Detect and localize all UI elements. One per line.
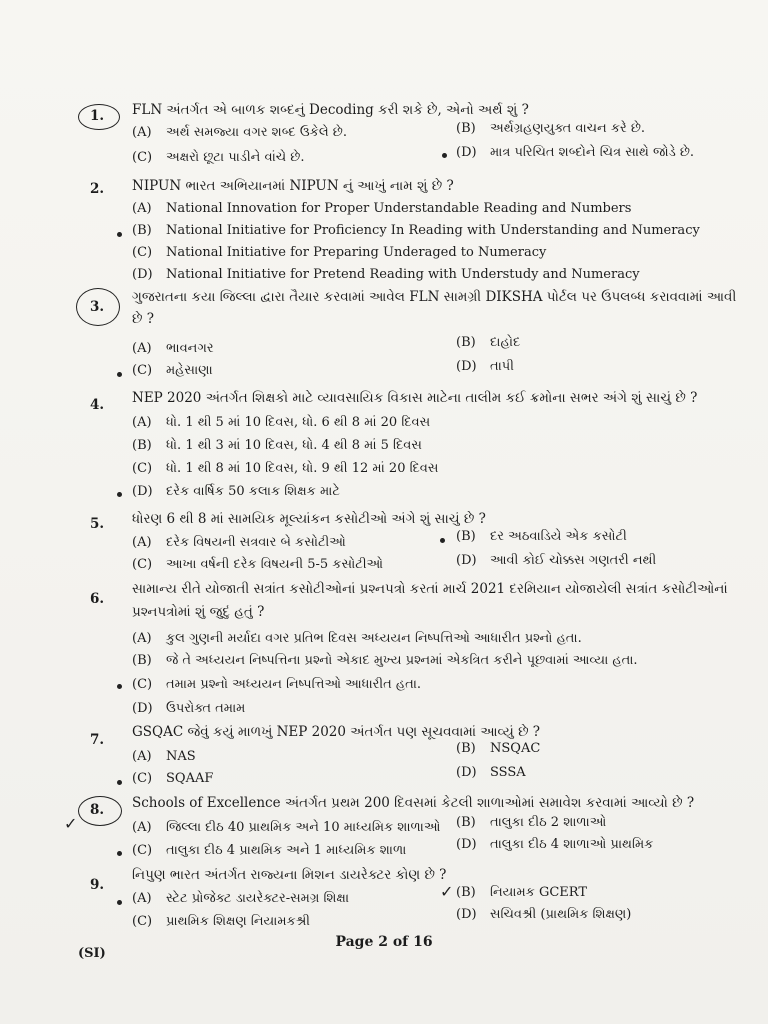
option-a xyxy=(132,819,440,837)
option-text: આખા વર્ષની દરેક વિષયની 5-5 કસોટીઓ xyxy=(166,557,384,572)
option-label: (C) xyxy=(132,771,153,786)
option-label: (A) xyxy=(132,891,152,906)
question-text-continued: પ્રશ્નપત્રોમાં શું જુદું હતું ? xyxy=(132,604,265,620)
option-d xyxy=(456,906,631,924)
question-text: સામાન્ય રીતે યોજાતી સત્રાંત કસોટીઓનાં પ્રશ્નપત્રો કરતાં માર્ચ 2021 દરમિયાન યોજાયેલી સત્રાંત કસોટીઓનાં xyxy=(132,581,728,597)
answer-dot-mark xyxy=(440,538,445,543)
option-text: દર અઠવાડિયે એક કસોટી xyxy=(490,529,627,544)
option-label: (D) xyxy=(456,907,477,922)
option-d xyxy=(132,266,640,284)
option-text: National Innovation for Proper Understandable Reading and Numbers xyxy=(166,201,632,216)
question-number: 8. xyxy=(90,802,105,818)
option-text: માત્ર પરિચિત શબ્દોને ચિત્ર સાથે જોડે છે. xyxy=(490,145,695,160)
option-label: (D) xyxy=(132,484,153,499)
paper-code: (SI) xyxy=(78,946,106,961)
question-number: 5. xyxy=(90,516,105,532)
answer-dot-mark xyxy=(117,232,122,237)
option-label: (B) xyxy=(456,529,476,544)
option-c xyxy=(132,556,383,574)
option-a xyxy=(132,630,582,648)
option-c xyxy=(132,362,213,380)
question-number: 3. xyxy=(90,299,105,315)
option-a xyxy=(132,748,196,766)
option-text: દરેક વાર્ષિક 50 કલાક શિક્ષક માટે xyxy=(166,484,340,499)
option-label: (C) xyxy=(132,557,153,572)
answer-dot-mark xyxy=(442,153,447,158)
question-number: 6. xyxy=(90,591,105,607)
option-b xyxy=(456,334,520,352)
option-text: ધો. 1 થી 8 માં 10 દિવસ, ધો. 9 થી 12 માં 20 દિવસ xyxy=(166,461,439,476)
option-label: (D) xyxy=(132,701,153,716)
question-text: Schools of Excellence અંતર્ગત પ્રથમ 200 દિવસમાં કેટલી શાળાઓમાં સમાવેશ કરવામાં આવ્યો છે ? xyxy=(132,795,695,811)
question-text: ધોરણ 6 થી 8 માં સામયિક મૂલ્યાંકન કસોટીઓ અંગે શું સાચું છે ? xyxy=(132,511,486,527)
option-text: ભાવનગર xyxy=(166,341,214,356)
option-text: અર્થગ્રહણયુક્ત વાચન કરે છે. xyxy=(490,121,646,136)
option-label: (B) xyxy=(456,741,476,756)
option-label: (C) xyxy=(132,677,153,692)
option-text: જે તે અધ્યયન નિષ્પત્તિના પ્રશ્નો એકાદ મુખ્ય પ્રશ્નમાં એકત્રિત કરીને પૂછવામાં આવ્યા હતા. xyxy=(166,653,638,668)
option-label: (D) xyxy=(132,267,153,282)
option-label: (C) xyxy=(132,245,153,260)
option-text: સ્ટેટ પ્રોજેક્ટ ડાયરેક્ટર-સમગ્ર શિક્ષા xyxy=(166,891,350,906)
option-text: અક્ષરો છૂટા પાડીને વાંચે છે. xyxy=(166,150,305,165)
answer-dot-mark xyxy=(117,492,122,497)
question-number: 7. xyxy=(90,732,105,748)
option-text: National Initiative for Pretend Reading with Understudy and Numeracy xyxy=(166,267,640,282)
option-text: કુલ ગુણની મર્યાદા વગર પ્રતિભ દિવસ અધ્યયન નિષ્પત્તિઓ આધારીત પ્રશ્નો હતા. xyxy=(166,631,582,646)
option-text: NAS xyxy=(166,749,196,764)
check-mark: ✓ xyxy=(440,882,454,901)
option-text: SSSA xyxy=(490,765,526,780)
option-d xyxy=(456,358,514,376)
option-b xyxy=(456,814,606,832)
option-label: (D) xyxy=(456,553,477,568)
page-number: Page 2 of 16 xyxy=(335,934,433,950)
option-b xyxy=(132,222,700,240)
option-text: SQAAF xyxy=(166,771,214,786)
answer-dot-mark xyxy=(117,900,122,905)
question-number: 4. xyxy=(90,397,105,413)
option-b xyxy=(456,884,587,902)
option-text: મહેસાણા xyxy=(166,363,213,378)
option-a xyxy=(132,124,347,142)
option-d xyxy=(456,836,653,854)
option-label: (A) xyxy=(132,820,152,835)
option-b xyxy=(132,652,638,670)
option-a xyxy=(132,414,430,432)
option-c xyxy=(132,149,304,167)
option-label: (C) xyxy=(132,843,153,858)
answer-dot-mark xyxy=(117,780,122,785)
option-c xyxy=(132,770,213,788)
option-text: તાલુકા દીઠ 4 પ્રાથમિક અને 1 માધ્યમિક શાળા xyxy=(166,843,407,858)
option-label: (A) xyxy=(132,631,152,646)
option-b xyxy=(456,120,645,138)
check-mark: ✓ xyxy=(64,814,78,833)
option-text: દરેક વિષયની સત્રવાર બે કસોટીઓ xyxy=(166,535,346,550)
option-label: (C) xyxy=(132,461,153,476)
option-label: (D) xyxy=(456,359,477,374)
option-label: (B) xyxy=(132,223,152,238)
question-number: 9. xyxy=(90,877,105,893)
question-text: GSQAC જેવું કયું માળખું NEP 2020 અંતર્ગત પણ સૂચવવામાં આવ્યું છે ? xyxy=(132,724,541,740)
option-c xyxy=(132,676,421,694)
option-c xyxy=(132,244,546,262)
option-b xyxy=(132,437,422,455)
option-d xyxy=(132,700,245,718)
option-a xyxy=(132,340,214,358)
option-a xyxy=(132,534,346,552)
option-text: જિલ્લા દીઠ 40 પ્રાથમિક અને 10 માધ્યમિક શાળાઓ xyxy=(166,820,441,835)
option-label: (B) xyxy=(456,815,476,830)
option-c xyxy=(132,913,310,931)
option-label: (B) xyxy=(132,438,152,453)
option-text: અર્થ સમજ્યા વગર શબ્દ ઉકેલે છે. xyxy=(166,125,347,140)
option-text: ઉપરોક્ત તમામ xyxy=(166,701,246,716)
option-text: તમામ પ્રશ્નો અધ્યયન નિષ્પત્તિઓ આધારીત હતા. xyxy=(166,677,422,692)
option-text: ધો. 1 થી 3 માં 10 દિવસ, ધો. 4 થી 8 માં 5 દિવસ xyxy=(166,438,422,453)
option-c xyxy=(132,842,406,860)
option-label: (C) xyxy=(132,363,153,378)
option-label: (A) xyxy=(132,749,152,764)
answer-dot-mark xyxy=(117,372,122,377)
option-text: સચિવશ્રી (પ્રાથમિક શિક્ષણ) xyxy=(490,907,632,922)
option-label: (B) xyxy=(456,885,476,900)
option-text: National Initiative for Proficiency In Reading with Understanding and Numeracy xyxy=(166,223,700,238)
option-text: National Initiative for Preparing Underaged to Numeracy xyxy=(166,245,547,260)
option-text: નિયામક GCERT xyxy=(490,885,587,900)
option-label: (D) xyxy=(456,765,477,780)
option-label: (D) xyxy=(456,145,477,160)
option-label: (A) xyxy=(132,125,152,140)
option-text: પ્રાથમિક શિક્ષણ નિયામકશ્રી xyxy=(166,914,311,929)
question-text-continued: છે ? xyxy=(132,311,154,327)
option-label: (B) xyxy=(132,653,152,668)
option-label: (D) xyxy=(456,837,477,852)
option-d xyxy=(456,764,526,782)
answer-dot-mark xyxy=(117,684,122,689)
option-label: (A) xyxy=(132,535,152,550)
option-c xyxy=(132,460,438,478)
option-b xyxy=(456,740,540,758)
option-label: (A) xyxy=(132,415,152,430)
question-text: નિપુણ ભારત અંતર્ગત રાજ્યના મિશન ડાયરેક્ટર કોણ છે ? xyxy=(132,867,447,883)
option-text: તાપી xyxy=(490,359,514,374)
option-d xyxy=(456,552,656,570)
question-text: ગુજરાતના કયા જિલ્લા દ્વારા તૈયાર કરવામાં આવેલ FLN સામગ્રી DIKSHA પોર્ટલ પર ઉપલબ્ધ કરાવવામાં આવી xyxy=(132,289,737,305)
option-label: (A) xyxy=(132,341,152,356)
option-text: આવી કોઈ ચોક્કસ ગણતરી નથી xyxy=(490,553,657,568)
question-text: FLN અંતર્ગત એ બાળક શબ્દનું Decoding કરી શકે છે, એનો અર્થ શું ? xyxy=(132,102,529,118)
question-number: 2. xyxy=(90,181,105,197)
option-text: તાલુકા દીઠ 4 શાળાઓ પ્રાથમિક xyxy=(490,837,654,852)
option-label: (B) xyxy=(456,335,476,350)
option-d xyxy=(456,144,694,162)
option-text: ધો. 1 થી 5 માં 10 દિવસ, ધો. 6 થી 8 માં 20 દિવસ xyxy=(166,415,431,430)
option-text: NSQAC xyxy=(490,741,541,756)
option-label: (B) xyxy=(456,121,476,136)
question-text: NEP 2020 અંતર્ગત શિક્ષકો માટે વ્યાવસાયિક વિકાસ માટેના તાલીમ કઈ ક્રમોના સભર અંગે શું સાચું છે ? xyxy=(132,390,698,406)
question-text: NIPUN ભારત અભિયાનમાં NIPUN નું આખું નામ શું છે ? xyxy=(132,178,454,194)
option-label: (A) xyxy=(132,201,152,216)
option-b xyxy=(456,528,627,546)
option-label: (C) xyxy=(132,150,153,165)
option-text: દાહોદ xyxy=(490,335,521,350)
option-d xyxy=(132,483,340,501)
answer-dot-mark xyxy=(117,851,122,856)
option-a xyxy=(132,890,349,908)
question-number: 1. xyxy=(90,108,105,124)
option-a xyxy=(132,200,631,218)
option-text: તાલુકા દીઠ 2 શાળાઓ xyxy=(490,815,607,830)
option-label: (C) xyxy=(132,914,153,929)
